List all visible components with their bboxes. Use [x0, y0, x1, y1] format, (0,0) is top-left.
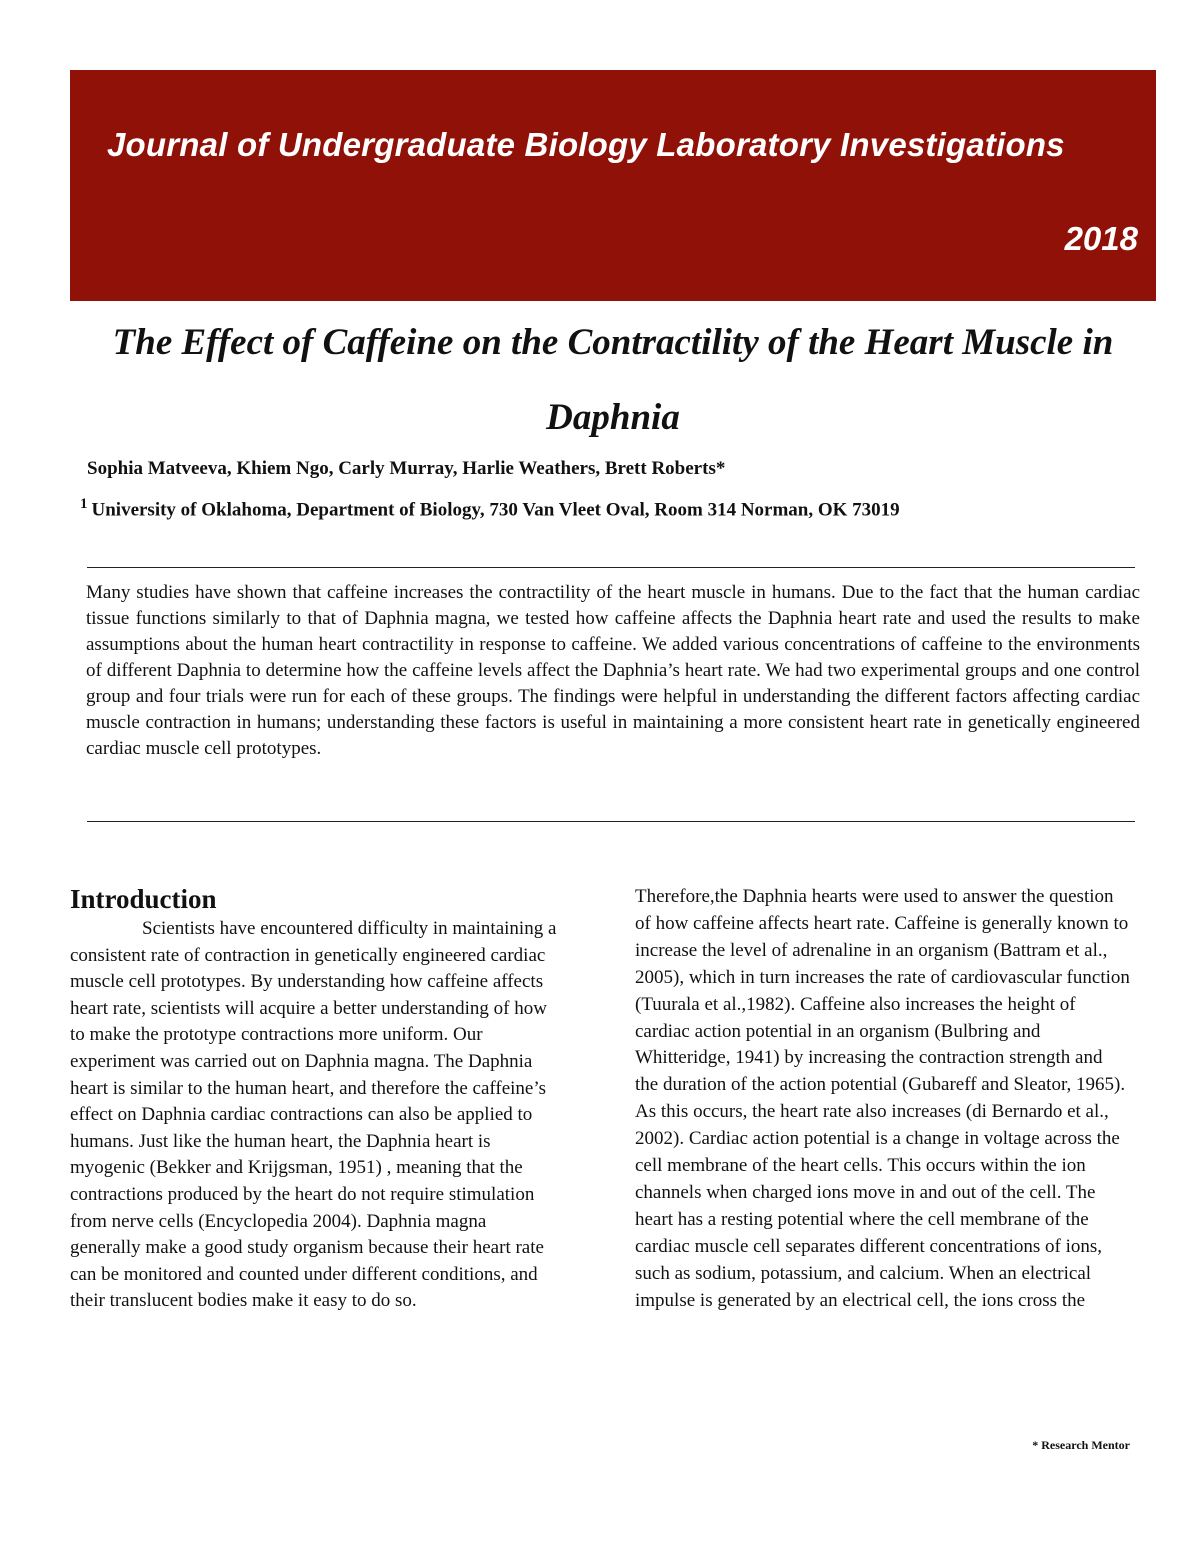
- abstract-top-rule: [87, 567, 1135, 568]
- footnote-research-mentor: * Research Mentor: [1032, 1438, 1130, 1452]
- affiliation-text: University of Oklahoma, Department of Biology, 730 Van Vleet Oval, Room 314 Norman, OK 73019: [91, 499, 900, 521]
- journal-name: Journal of Undergraduate Biology Laboratory Investigations: [107, 126, 1065, 163]
- section-heading-introduction: Introduction: [70, 884, 217, 914]
- intro-right-column: [635, 884, 1130, 1315]
- intro-paragraph-left: Scientists have encountered difficulty in maintaining a consistent rate of contraction in genetically engineered cardiac muscle cell prototypes. By understanding how caffeine affects heart rate, scientists will acquire a better understanding of how to make the prototype contractions more uniform. Our experiment was carried out on Daphnia magna. The Daphnia heart is similar to the human heart, and therefore the caffeine’s effect on Daphnia cardiac contractions can also be applied to humans. Just like the human heart, the Daphnia heart is myogenic (Bekker and Krijgsman, 1951) , meaning that the contractions produced by the heart do not require stimulation from nerve cells (Encyclopedia 2004). Daphnia magna generally make a good study organism because their heart rate can be monitored and counted under different conditions, and their translucent bodies make it easy to do so.: [70, 918, 557, 1312]
- journal-banner: [70, 70, 1156, 301]
- abstract-bottom-rule: [87, 821, 1135, 822]
- journal-year: 2018: [1064, 220, 1138, 257]
- intro-paragraph-right: Therefore,the Daphnia hearts were used to answer the question of how caffeine affects heart rate. Caffeine is generally known to increase the level of adrenaline in an organism (Battram et al., 2005), which in turn increases the rate of cardiovascular function (Tuurala et al.,1982). Caffeine also increases the height of cardiac action potential in an organism (Bulbring and Whitteridge, 1941) by increasing the contraction strength and the duration of the action potential (Gubareff and Sleator, 1965). As this occurs, the heart rate also increases (di Bernardo et al., 2002). Cardiac action potential is a change in voltage across the cell membrane of the heart cells. This occurs within the ion channels when charged ions move in and out of the cell. The heart has a resting potential where the cell membrane of the cardiac muscle cell separates different concentrations of ions, such as sodium, potassium, and calcium. When an electrical impulse is generated by an electrical cell, the ions cross the: [635, 886, 1130, 1311]
- affiliation-marker: 1: [80, 496, 88, 512]
- abstract: Many studies have shown that caffeine increases the contractility of the heart muscle in humans. Due to the fact that the human cardiac tissue functions similarly to that of Daphnia magna, we tested how caffeine affects the Daphnia heart rate and used the results to make assumptions about the human heart contractility in response to caffeine. We added various concentrations of caffeine to the environments of different Daphnia to determine how the caffeine levels affect the Daphnia’s heart rate. We had two experimental groups and one control group and four trials were run for each of these groups. The findings were helpful in understanding the different factors affecting cardiac muscle contraction in humans; understanding these factors is useful in maintaining a more consistent heart rate in genetically engineered cardiac muscle cell prototypes.: [86, 582, 1140, 759]
- paper-title: The Effect of Caffeine on the Contractility of the Heart Muscle in Daphnia: [112, 322, 1114, 438]
- author-list: Sophia Matveeva, Khiem Ngo, Carly Murray, Harlie Weathers, Brett Roberts*: [87, 458, 726, 479]
- intro-left-column: [70, 882, 560, 1315]
- affiliation: [80, 496, 900, 521]
